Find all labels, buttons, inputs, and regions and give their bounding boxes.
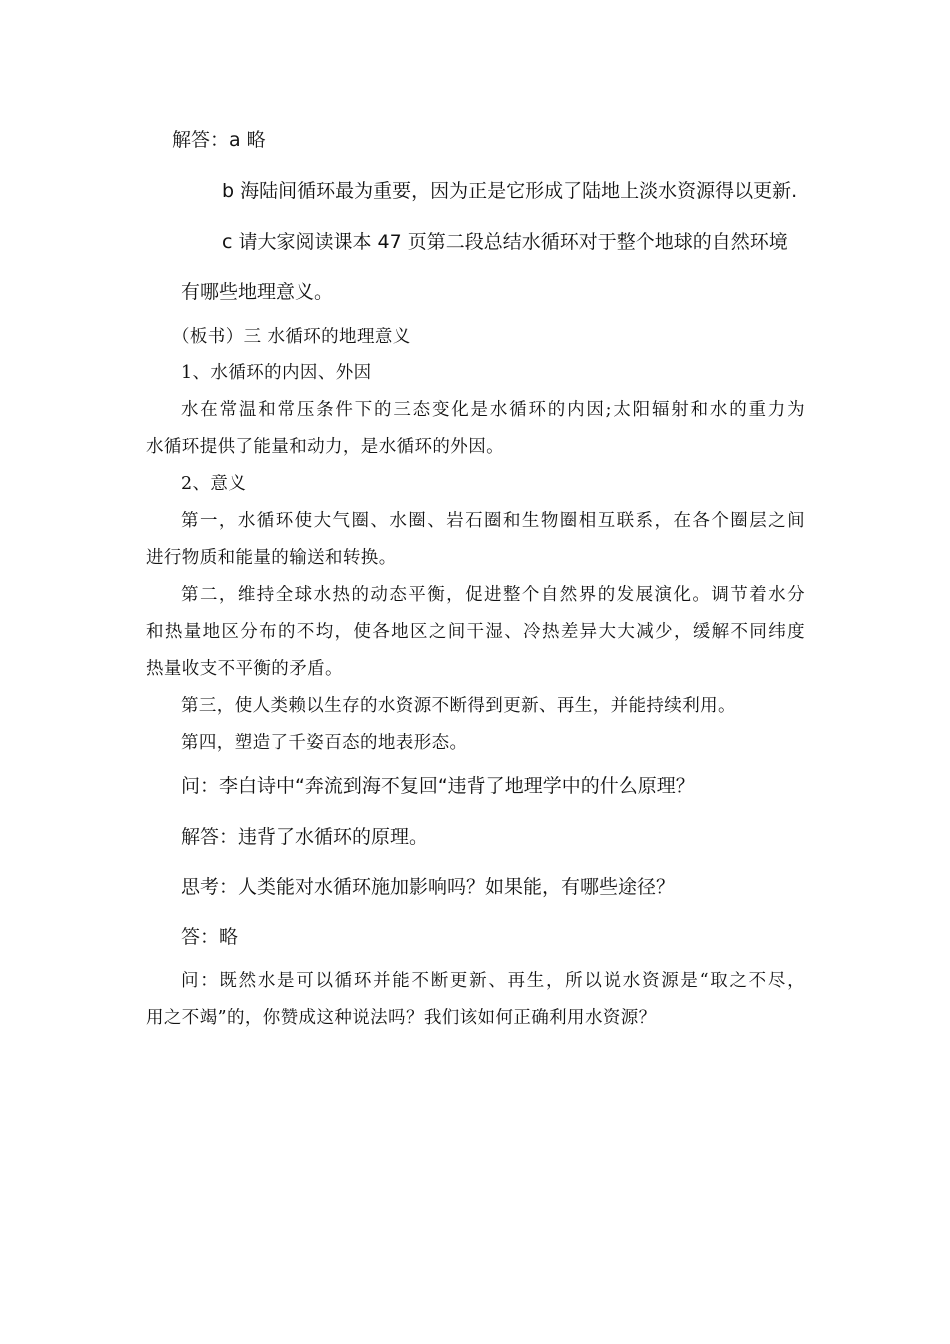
section-1-para-line-1: 水在常温和常压条件下的三态变化是水循环的内因;太阳辐射和水的重力为 <box>181 400 805 420</box>
point-2-line-1: 第二，维持全球水热的动态平衡，促进整个自然界的发展演化。调节着水分 <box>181 585 805 605</box>
think-question: 思考：人类能对水循环施加影响吗？如果能，有哪些途径？ <box>181 876 676 898</box>
point-1-line-2: 进行物质和能量的输送和转换。 <box>146 548 397 568</box>
answer-li-bai: 解答：违背了水循环的原理。 <box>181 826 429 848</box>
answer-c-continuation: 有哪些地理意义。 <box>181 281 334 303</box>
answer-intro-line: 解答：a 略 <box>172 129 266 151</box>
board-heading: （板书）三 水循环的地理意义 <box>172 327 411 347</box>
final-question-line-2: 用之不竭”的，你赞成这种说法吗？我们该如何正确利用水资源？ <box>146 1008 657 1028</box>
point-4-line: 第四，塑造了千姿百态的地表形态。 <box>181 733 468 753</box>
point-1-line-1: 第一，水循环使大气圈、水圈、岩石圈和生物圈相互联系，在各个圈层之间 <box>181 511 805 531</box>
question-li-bai: 问：李白诗中“奔流到海不复回“违背了地理学中的什么原理？ <box>181 775 695 797</box>
answer-b-line: b 海陆间循环最为重要，因为正是它形成了陆地上淡水资源得以更新. <box>222 180 798 202</box>
point-2-line-3: 热量收支不平衡的矛盾。 <box>146 659 343 679</box>
point-2-line-2: 和热量地区分布的不均，使各地区之间干湿、冷热差异大大减少，缓解不同纬度 <box>146 622 805 642</box>
section-1-title: 1、水循环的内因、外因 <box>181 363 372 383</box>
point-3-line: 第三，使人类赖以生存的水资源不断得到更新、再生，并能持续利用。 <box>181 696 736 716</box>
section-1-para-line-2: 水循环提供了能量和动力，是水循环的外因。 <box>146 437 504 457</box>
think-answer: 答：略 <box>181 926 239 948</box>
answer-c-line: c 请大家阅读课本 47 页第二段总结水循环对于整个地球的自然环境 <box>222 231 788 253</box>
section-2-title: 2、意义 <box>181 474 247 494</box>
final-question-line-1: 问：既然水是可以循环并能不断更新、再生，所以说水资源是“取之不尽， <box>181 971 805 991</box>
